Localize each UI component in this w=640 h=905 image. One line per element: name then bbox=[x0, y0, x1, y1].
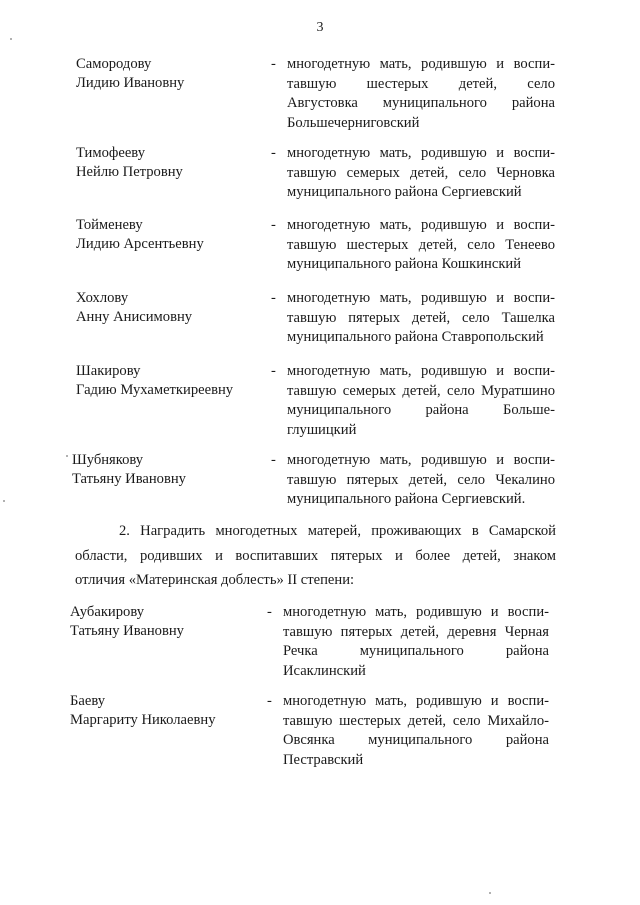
description-line: тавшую пятерых детей, село Ташелка bbox=[287, 309, 555, 326]
recipient-description bbox=[287, 144, 555, 203]
scan-speck bbox=[3, 500, 5, 502]
description-line: тавшую пятерых детей, деревня Черная bbox=[283, 623, 549, 640]
recipient-name bbox=[72, 451, 186, 489]
recipient-description bbox=[283, 603, 549, 681]
recipient-name bbox=[70, 692, 216, 730]
page-number: 3 bbox=[316, 20, 324, 35]
paragraph-line: области, родивших и воспитавших пятерых и более детей, знаком bbox=[75, 547, 556, 564]
description-line: Речка муниципального района bbox=[283, 643, 549, 660]
dash: - bbox=[271, 363, 276, 379]
name-line: Маргариту Николаевну bbox=[70, 712, 216, 728]
dash: - bbox=[267, 604, 272, 620]
recipient-name bbox=[76, 289, 192, 327]
description-line: глушицкий bbox=[287, 421, 357, 438]
recipient-description bbox=[283, 692, 549, 770]
scan-speck bbox=[10, 38, 12, 40]
paragraph-line: отличия «Материнская доблесть» II степени: bbox=[75, 572, 355, 588]
description-line: муниципального района Кошкинский bbox=[287, 256, 522, 273]
description-line: Овсянка муниципального района bbox=[283, 732, 549, 749]
name-line: Шубнякову bbox=[72, 452, 144, 468]
description-line: муниципального района Ставропольский bbox=[287, 329, 544, 346]
scan-speck bbox=[489, 892, 491, 894]
description-line: тавшую семерых детей, село Муратшино bbox=[287, 382, 555, 399]
dash: - bbox=[271, 56, 276, 72]
recipient-name bbox=[76, 55, 184, 93]
name-line: Хохлову bbox=[76, 290, 129, 306]
name-line: Аубакирову bbox=[70, 604, 145, 620]
description-line: многодетную мать, родившую и воспи- bbox=[287, 452, 555, 468]
description-line: тавшую семерых детей, село Черновка bbox=[287, 164, 555, 181]
description-line: многодетную мать, родившую и воспи- bbox=[283, 693, 549, 709]
name-line: Тимофееву bbox=[76, 145, 145, 161]
name-line: Лидию Арсентьевну bbox=[76, 236, 204, 252]
name-line: Лидию Ивановну bbox=[76, 75, 185, 91]
name-line: Шакирову bbox=[76, 363, 141, 379]
name-line: Гадию Мухаметкиреевну bbox=[76, 382, 234, 398]
description-line: многодетную мать, родившую и воспи- bbox=[283, 604, 549, 620]
recipient-name bbox=[76, 216, 204, 254]
description-line: муниципального района Больше- bbox=[287, 402, 555, 419]
description-line: многодетную мать, родившую и воспи- bbox=[287, 56, 555, 72]
description-line: многодетную мать, родившую и воспи- bbox=[287, 217, 555, 233]
name-line: Тойменеву bbox=[76, 217, 143, 233]
description-line: многодетную мать, родившую и воспи- bbox=[287, 145, 555, 161]
resolution-paragraph bbox=[75, 519, 556, 593]
recipient-description bbox=[287, 362, 555, 440]
name-line: Баеву bbox=[70, 693, 106, 709]
name-line: Анну Анисимовну bbox=[76, 309, 193, 325]
description-line: тавшую шестерых детей, село Тенеево bbox=[287, 236, 555, 253]
recipient-description bbox=[287, 289, 555, 348]
dash: - bbox=[271, 145, 276, 161]
recipient-name bbox=[76, 362, 233, 400]
recipient-name bbox=[70, 603, 184, 641]
recipient-name bbox=[76, 144, 183, 182]
recipient-description bbox=[287, 216, 555, 275]
dash: - bbox=[271, 217, 276, 233]
description-line: Августовка муниципального района bbox=[287, 95, 555, 112]
description-line: муниципального района Сергиевский bbox=[287, 184, 522, 201]
description-line: тавшую пятерых детей, село Чекалино bbox=[287, 471, 555, 488]
name-line: Нейлю Петровну bbox=[76, 164, 183, 180]
description-line: многодетную мать, родившую и воспи- bbox=[287, 363, 555, 379]
name-line: Татьяну Ивановну bbox=[70, 623, 184, 639]
recipient-description bbox=[287, 451, 555, 510]
description-line: муниципального района Сергиевский. bbox=[287, 491, 526, 508]
name-line: Самородову bbox=[76, 56, 152, 72]
description-line: многодетную мать, родившую и воспи- bbox=[287, 290, 555, 306]
dash: - bbox=[267, 693, 272, 709]
description-line: тавшую шестерых детей, село Михайло- bbox=[283, 712, 549, 729]
description-line: Исаклинский bbox=[283, 662, 366, 679]
description-line: Пестравский bbox=[283, 751, 364, 768]
recipient-description bbox=[287, 55, 555, 133]
scan-speck bbox=[66, 455, 68, 457]
name-line: Татьяну Ивановну bbox=[72, 471, 186, 487]
description-line: Большечерниговский bbox=[287, 114, 420, 131]
description-line: тавшую шестерых детей, село bbox=[287, 75, 555, 92]
dash: - bbox=[271, 290, 276, 306]
dash: - bbox=[271, 452, 276, 468]
paragraph-line: 2. Наградить многодетных матерей, проживающих в Самарской bbox=[119, 523, 556, 539]
